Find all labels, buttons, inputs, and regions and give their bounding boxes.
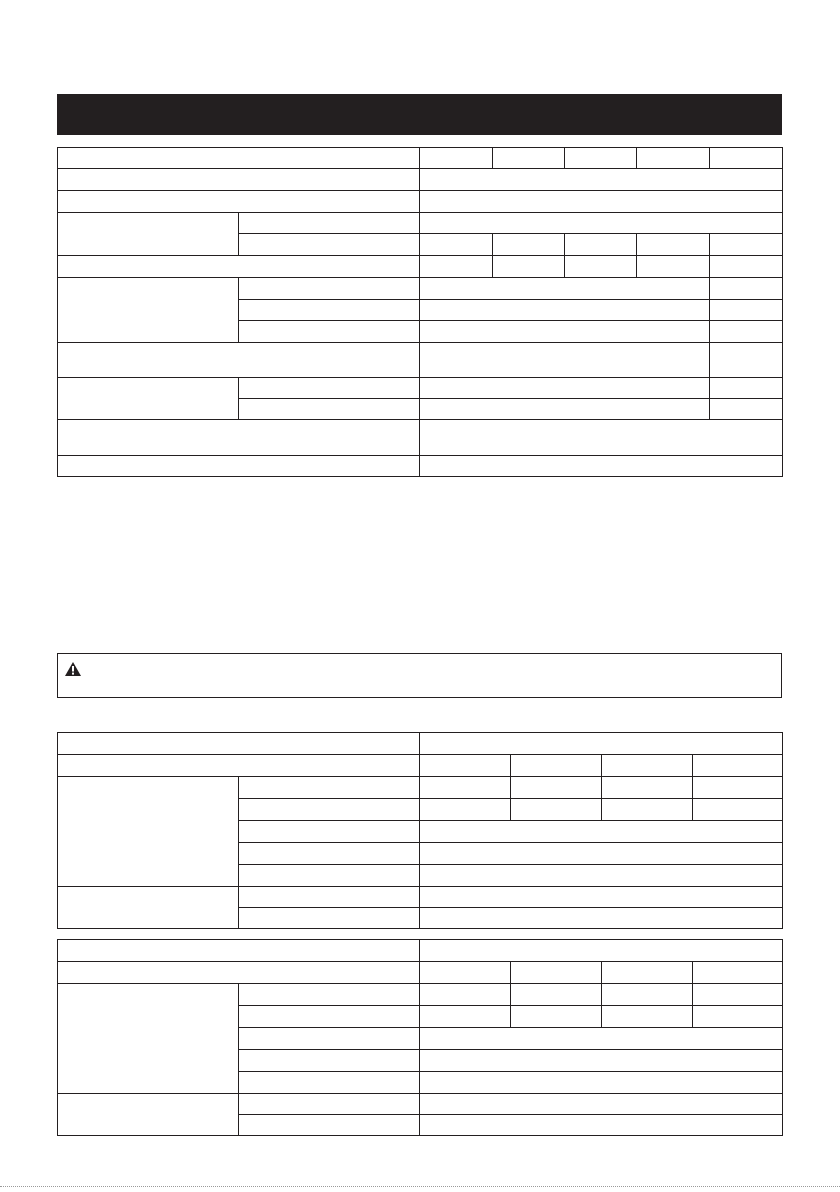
table-row (58, 456, 783, 477)
section-header-bar (57, 94, 782, 135)
warning-triangle-icon (65, 662, 81, 676)
table-row (58, 1094, 783, 1115)
table-row (58, 213, 783, 234)
table-row (58, 148, 783, 169)
table-row (58, 169, 783, 191)
data-table-1 (57, 732, 783, 929)
table-row (58, 733, 783, 755)
page-bottom-edge (0, 1186, 840, 1188)
table-row (58, 191, 783, 213)
specifications-table (57, 147, 783, 477)
warning-box (57, 653, 782, 698)
table-row (58, 984, 783, 1006)
table-row (58, 940, 783, 962)
table-row (58, 887, 783, 908)
table-row (58, 777, 783, 799)
table-row (58, 962, 783, 984)
data-table-2 (57, 939, 783, 1136)
table-row (58, 256, 783, 278)
table-row (58, 343, 783, 378)
table-row (58, 755, 783, 777)
table-row (58, 420, 783, 456)
table-row (58, 278, 783, 300)
table-row (58, 378, 783, 399)
